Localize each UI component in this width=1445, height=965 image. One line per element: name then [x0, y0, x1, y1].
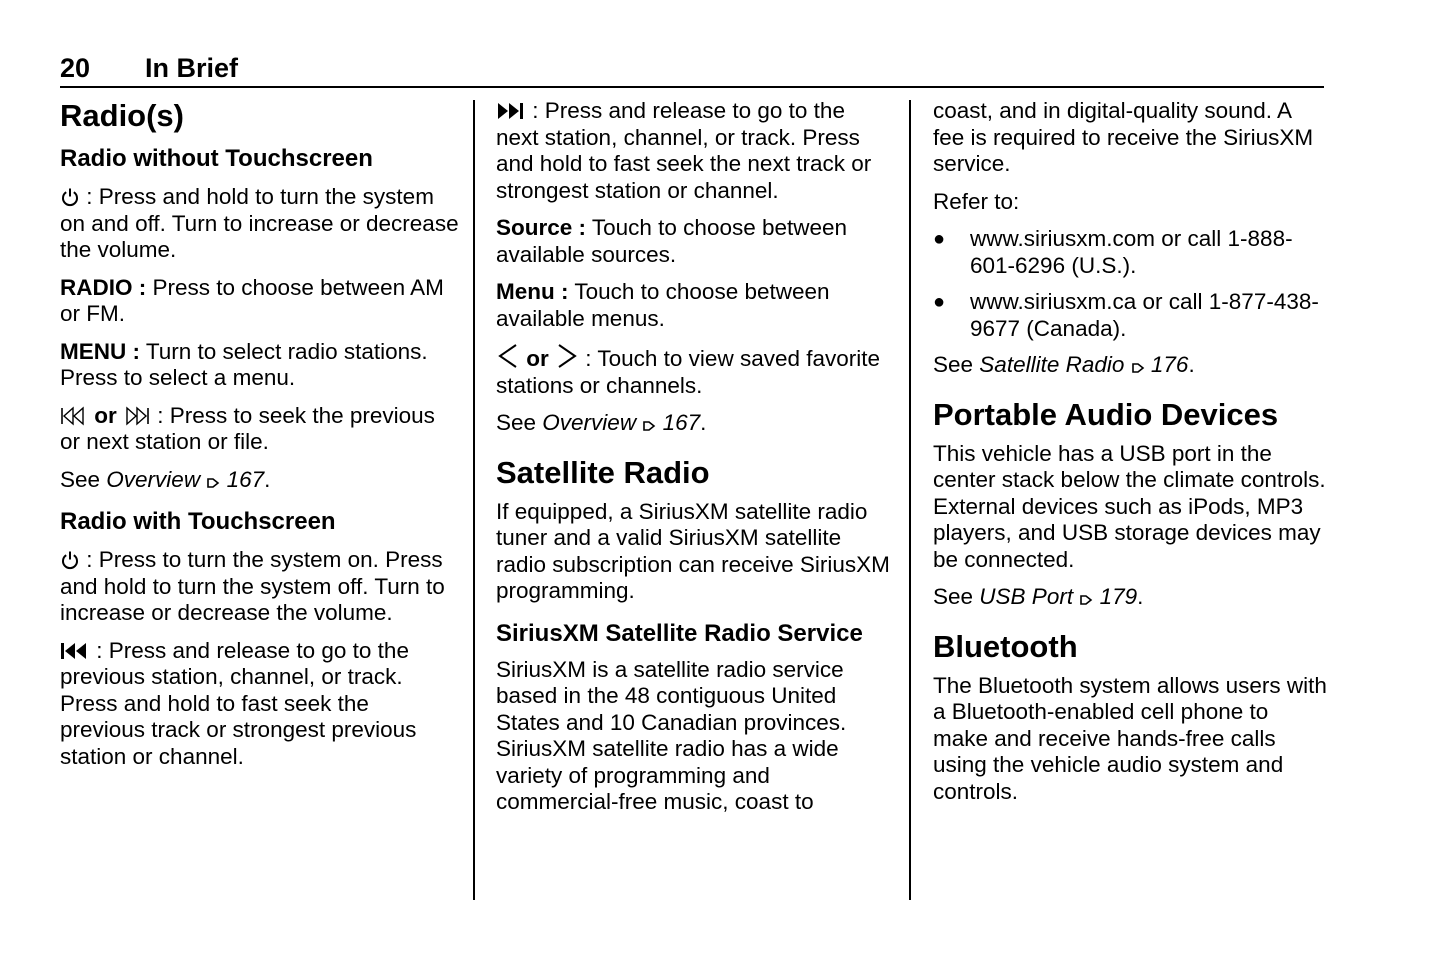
heading-portable-audio: Portable Audio Devices	[933, 396, 1279, 432]
power-icon	[60, 187, 80, 207]
paragraph-portable-audio: This vehicle has a USB port in the center stack below the climate controls. External devices such as iPods, MP3 players, and USB storage devices may be connected.	[933, 440, 1326, 572]
column-divider	[473, 100, 475, 900]
paragraph-siriusxm: SiriusXM is a satellite radio service based in the 48 contiguous United States and 10 Canadian provinces. SiriusXM satellite radio has a wide variety of programming and commercial-free music, coast to	[496, 656, 847, 814]
see-reference-3: See Satellite Radio 176.	[933, 352, 1195, 377]
paragraph-source: Source : Touch to choose between available sources.	[496, 215, 848, 267]
ref-overview: Overview	[542, 410, 637, 435]
paragraph-menu-touch: Menu : Touch to choose between available menus.	[496, 279, 830, 331]
column-2	[496, 98, 891, 827]
heading-satellite-radio: Satellite Radio	[496, 454, 710, 490]
seek-back-icon	[60, 406, 88, 426]
page-number: 20	[60, 53, 91, 83]
ref-satellite-radio: Satellite Radio	[979, 352, 1125, 377]
previous-track-icon	[60, 641, 90, 661]
section-title: In Brief	[145, 53, 239, 83]
page-ref-icon	[1131, 361, 1145, 375]
bullet-us: ● www.siriusxm.com or call 1-888-601-6296 (U.S.).	[933, 226, 1293, 278]
column-1	[60, 98, 460, 781]
paragraph-power-2: : Press to turn the system on. Press and hold to turn the system off. Turn to increase or decrease the volume.	[60, 547, 445, 625]
ref-overview: Overview	[106, 466, 201, 492]
bullet-icon: ●	[933, 291, 946, 313]
see-reference-1: See Overview 167.	[60, 466, 271, 492]
next-track-icon	[496, 101, 526, 121]
paragraph-favorites: or : Touch to view saved favorite stations or channels.	[496, 343, 891, 399]
see-reference-2: See Overview 167.	[496, 410, 707, 435]
source-label: Source :	[496, 215, 587, 240]
ref-usb-port: USB Port	[979, 584, 1074, 609]
bullet-canada: ● www.siriusxm.ca or call 1-877-438-9677 (Canada).	[933, 289, 1319, 341]
chevron-right-icon	[555, 343, 579, 369]
paragraph-satellite: If equipped, a SiriusXM satellite radio tuner and a valid SiriusXM satellite radio subscription can receive SiriusXM programming.	[496, 498, 890, 603]
page-header	[60, 52, 1324, 88]
paragraph-seek: or : Press to seek the previous or next station or file.	[60, 402, 435, 454]
paragraph-bluetooth: The Bluetooth system allows users with a Bluetooth-enabled cell phone to make and receive hands-free calls using the vehicle audio system and controls.	[933, 672, 1327, 804]
refer-to: Refer to:	[933, 188, 1020, 214]
page-ref-icon	[1079, 593, 1093, 607]
menu-label: MENU :	[60, 338, 140, 364]
menu-touch-label: Menu :	[496, 279, 569, 304]
heading-radio-with-touchscreen: Radio with Touchscreen	[60, 508, 336, 535]
heading-radio-without-touchscreen: Radio without Touchscreen	[60, 145, 373, 172]
paragraph-next: : Press and release to go to the next station, channel, or track. Press and hold to fast seek the next track or strongest station or channel.	[496, 98, 872, 203]
paragraph-siriusxm-cont: coast, and in digital-quality sound. A fee is required to receive the SiriusXM service.	[933, 98, 1314, 176]
bullet-icon: ●	[933, 228, 946, 250]
paragraph-previous: : Press and release to go to the previous station, channel, or track. Press and hold to fast seek the previous track or strongest previous station or channel.	[60, 637, 417, 769]
page-ref-icon	[642, 419, 656, 433]
power-icon	[60, 550, 80, 570]
chevron-left-icon	[496, 343, 520, 369]
paragraph-menu: MENU : Turn to select radio stations. Press to select a menu.	[60, 338, 428, 390]
page-ref-icon	[206, 476, 220, 490]
column-divider	[909, 100, 911, 900]
heading-radios: Radio(s)	[60, 98, 184, 133]
see-reference-4: See USB Port 179.	[933, 584, 1144, 609]
heading-siriusxm-service: SiriusXM Satellite Radio Service	[496, 619, 863, 647]
paragraph-power-1: : Press and hold to turn the system on and off. Turn to increase or decrease the volume.	[60, 184, 459, 262]
heading-bluetooth: Bluetooth	[933, 628, 1078, 664]
paragraph-radio: RADIO : Press to choose between AM or FM.	[60, 274, 444, 326]
radio-label: RADIO :	[60, 274, 147, 300]
seek-forward-icon	[123, 406, 151, 426]
column-3	[933, 98, 1328, 816]
